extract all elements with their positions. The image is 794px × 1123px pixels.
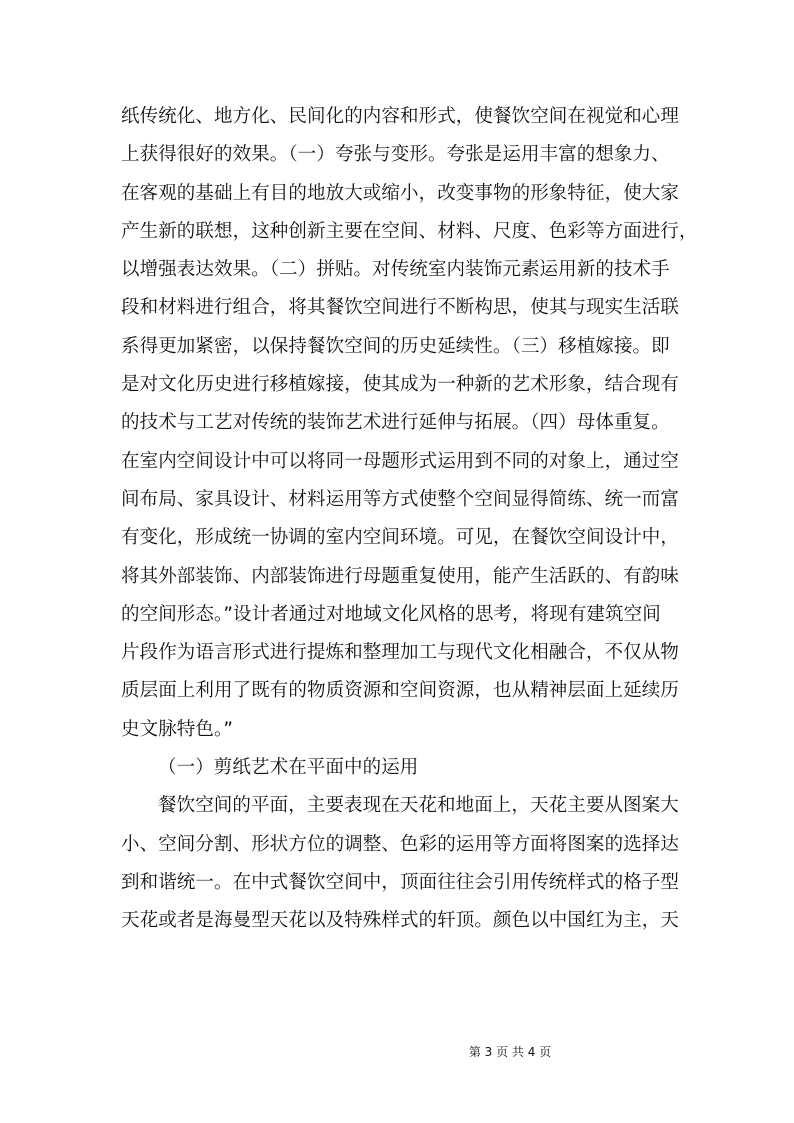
text-line: 在客观的基础上有目的地放大或缩小，改变事物的形象特征，使大家 [121,182,680,204]
text-line: 间布局、家具设计、材料运用等方式使整个空间显得简练、统一而富 [121,488,680,510]
text-line: 的空间形态。”设计者通过对地域文化风格的思考，将现有建筑空间 [121,603,661,625]
text-line: 史文脉特色。” [121,718,234,740]
text-line: 小、空间分割、形状方位的调整、色彩的运用等方面将图案的选择达 [121,833,680,855]
paragraph-first-line: 餐饮空间的平面，主要表现在天花和地面上，天花主要从图案大 [158,795,679,817]
section-heading: （一）剪纸艺术在平面中的运用 [158,757,419,779]
text-line: 产生新的联想，这种创新主要在空间、材料、尺度、色彩等方面进行， [121,220,698,242]
text-line: 纸传统化、地方化、民间化的内容和形式，使餐饮空间在视觉和心理 [121,106,680,127]
text-line: 系得更加紧密，以保持餐饮空间的历史延续性。（三）移植嫁接。即 [121,335,670,357]
text-line: 段和材料进行组合，将其餐饮空间进行不断构思，使其与现实生活联 [121,297,680,319]
text-line: 片段作为语言形式进行提炼和整理加工与现代文化相融合，不仅从物 [121,642,680,664]
body-text [121,98,698,941]
text-line: 是对文化历史进行移植嫁接，使其成为一种新的艺术形象，结合现有 [121,374,680,396]
text-line: 的技术与工艺对传统的装饰艺术进行延伸与拓展。（四）母体重复。 [121,412,670,434]
text-line: 质层面上利用了既有的物质资源和空间资源，也从精神层面上延续历 [121,680,680,702]
text-line: 在室内空间设计中可以将同一母题形式运用到不同的对象上，通过空 [121,450,680,472]
text-line: 有变化，形成统一协调的室内空间环境。可见，在餐饮空间设计中， [121,527,680,549]
page-number-footer: 第 3 页 共 4 页 [468,1045,552,1059]
text-line: 到和谐统一。在中式餐饮空间中，顶面往往会引用传统样式的格子型 [121,871,680,893]
text-line: 以增强表达效果。（二）拼贴。对传统室内装饰元素运用新的技术手 [121,259,670,281]
text-line: 将其外部装饰、内部装饰进行母题重复使用，能产生活跃的、有韵味 [121,565,680,587]
text-line: 上获得很好的效果。（一）夸张与变形。夸张是运用丰富的想象力、 [121,144,670,166]
text-line: 天花或者是海曼型天花以及特殊样式的轩顶。颜色以中国红为主，天 [121,910,680,932]
